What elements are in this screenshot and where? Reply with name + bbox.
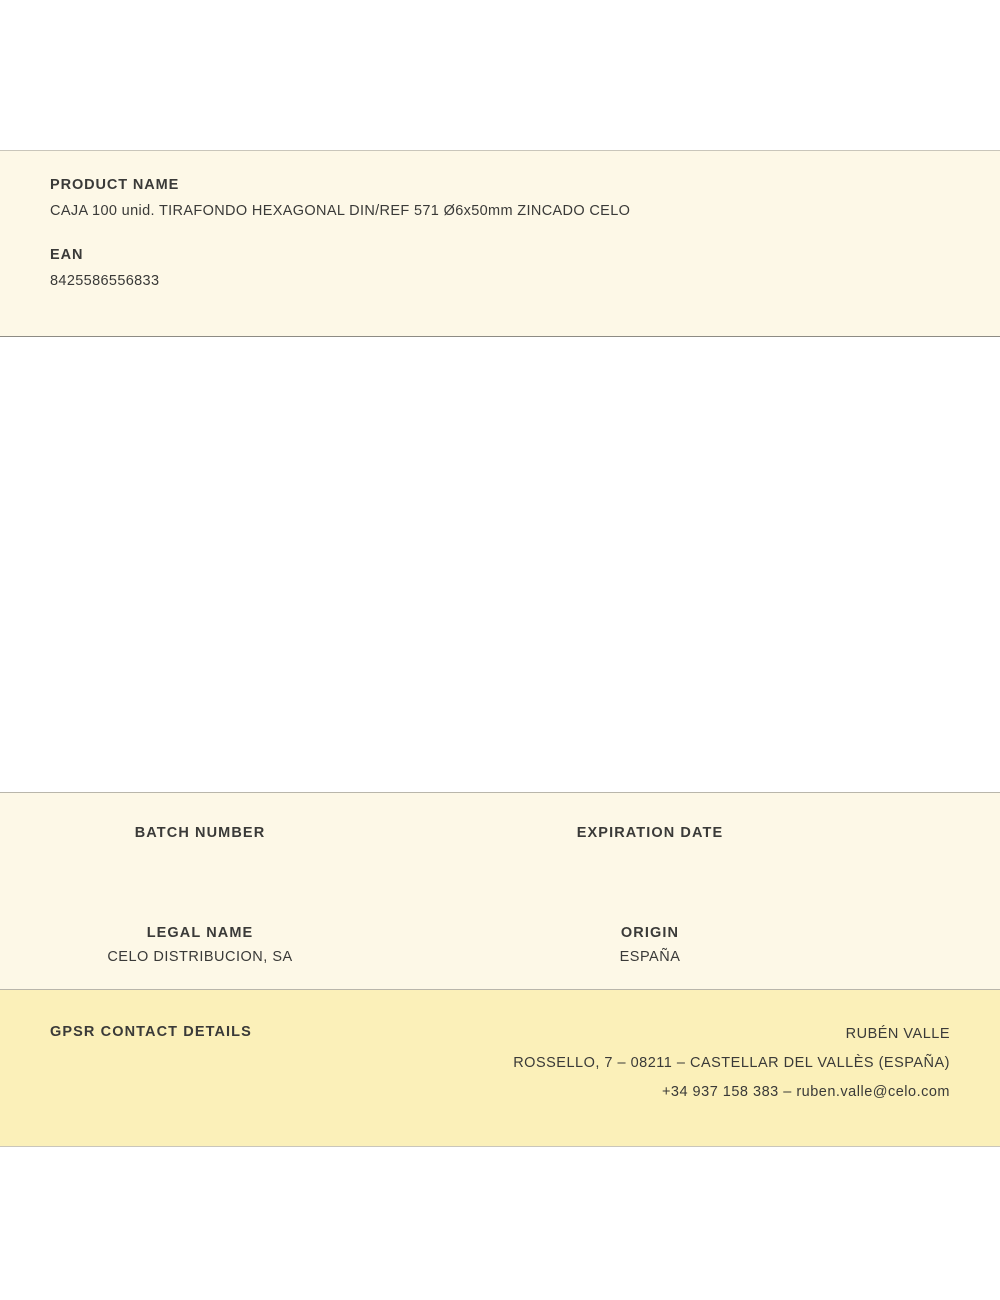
gpsr-contact-address: ROSSELLO, 7 – 08211 – CASTELLAR DEL VALLÈS (ESPAÑA) (513, 1055, 950, 1071)
legal-origin-row (0, 925, 1000, 967)
expiration-date-value (500, 849, 800, 867)
product-name-field (50, 177, 950, 219)
batch-expiration-row (0, 825, 1000, 867)
batch-number-label: BATCH NUMBER (134, 825, 266, 841)
origin-label: ORIGIN (620, 925, 680, 941)
expiration-date-label: EXPIRATION DATE (576, 825, 724, 841)
gpsr-contact-name: RUBÉN VALLE (845, 1026, 950, 1042)
origin-cell (500, 925, 1000, 967)
product-name-label: PRODUCT NAME (50, 177, 180, 193)
batch-number-value (0, 849, 400, 867)
gpsr-contact-section (0, 990, 1000, 1147)
top-whitespace (0, 0, 1000, 150)
legal-name-label: LEGAL NAME (146, 925, 254, 941)
product-info-section (0, 150, 1000, 337)
ean-field (50, 247, 950, 289)
middle-whitespace (0, 337, 1000, 792)
legal-name-cell (0, 925, 500, 967)
product-name-value: CAJA 100 unid. TIRAFONDO HEXAGONAL DIN/REF 571 Ø6x50mm ZINCADO CELO (50, 203, 631, 219)
gpsr-contact-phone-email: +34 937 158 383 – ruben.valle@celo.com (661, 1084, 950, 1100)
origin-value: ESPAÑA (619, 949, 681, 965)
expiration-date-cell (500, 825, 1000, 867)
legal-name-value: CELO DISTRIBUCION, SA (107, 949, 293, 965)
batch-number-cell (0, 825, 500, 867)
ean-label: EAN (50, 247, 84, 263)
bottom-whitespace (0, 1147, 1000, 1300)
ean-value: 8425586556833 (50, 273, 160, 289)
product-details-section (0, 792, 1000, 990)
gpsr-contact-title: GPSR CONTACT DETAILS (50, 1024, 252, 1040)
